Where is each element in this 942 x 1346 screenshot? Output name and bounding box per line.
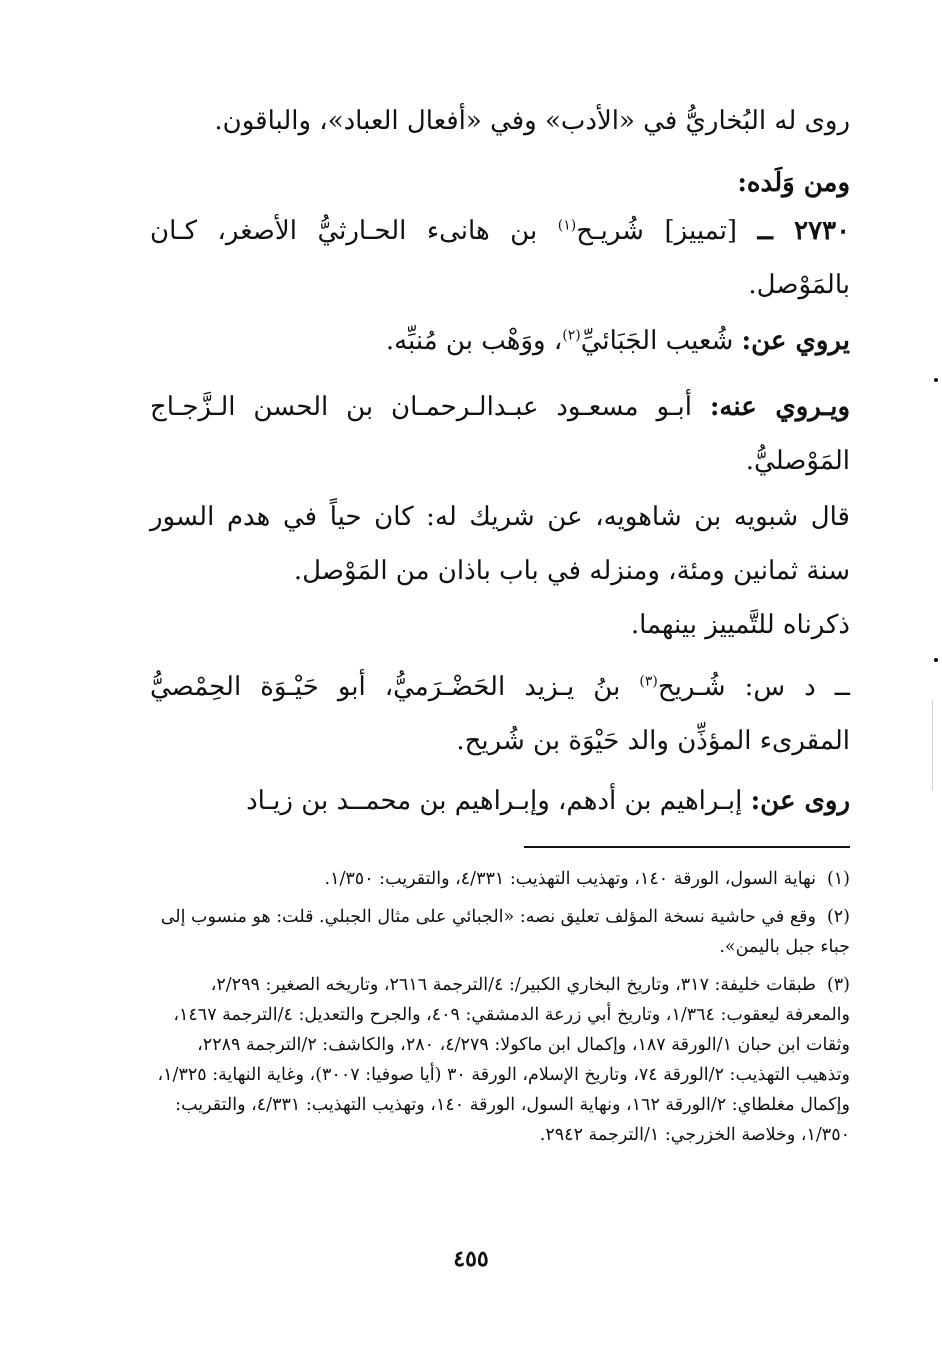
footnote-ref-1[interactable]: (١) (557, 217, 577, 234)
footnote-2 (150, 902, 850, 962)
narrated-by-label: ويـروي عنه: (709, 392, 851, 422)
narrated-from-text: إبـراهيم بن أدهم، وإبـراهيم بن محمــد بن زيـاد (246, 786, 751, 816)
footnote-text: طبقات خليفة: ٣١٧، وتاريخ البخاري الكبير/: ٤/الترجمة ٢٦١٦، وتاريخه الصغير: ٢/٢٩٩، والمعرفة ليعقوب: ١/٣٦٤، وتاريخ أبي زرعة الدمشقي: ٤٠٩، والجرح والتعديل: ٤/الترجمة ١٤٦٧، وثقات ابن حبان ١/الورقة ١٨٧، وإكمال ابن ماكولا: ٤/٢٧٩، ٢٨٠، والكاشف: ٢/الترجمة ٢٢٨٩، وتذهيب التهذيب: ٢/الورقة ٧٤، وتاريخ الإسلام، الورقة ٣٠ (أيا صوفيا: ٣٠٠٧)، وغاية النهاية: ١/٣٢٥، وإكمال مغلطاي: ٢/الورقة ١٦٢، ونهاية السول، الورقة ١٤٠، وتهذيب التهذيب: ٤/٣٣١، والتقريب: ١/٣٥٠، وخلاصة الخزرجي: ١/الترجمة ٢٩٤٢. (157, 975, 850, 1145)
page-number: ٤٥٥ (453, 1246, 489, 1272)
narrated-from-2 (150, 774, 850, 828)
entry-description: بن هانىء الحـارثيُّ الأصغر، كـان بالمَوْصل. (150, 216, 850, 300)
footnote-number: (١) (826, 869, 850, 889)
footnote-text: نهاية السول، الورقة ١٤٠، وتهذيب التهذيب: ٤/٣٣١، والتقريب: ١/٣٥٠. (324, 869, 816, 889)
narrated-by-text: أبـو مسعـود عبـدالـرحمـان بن الحسن الـزَّجـاج المَوْصليُّ. (150, 392, 850, 476)
footnote-number: (٣) (826, 975, 850, 995)
entry-2730 (150, 204, 850, 312)
footnote-text: وقع في حاشية نسخة المؤلف تعليق نصه: «الجبائي على مثال الجبلي. قلت: هو منسوب إلى جباء جبل باليمن». (160, 907, 850, 957)
scan-speck (934, 378, 938, 382)
entry-name: [تمييز] شُريـح (576, 216, 738, 246)
entry-shurayh-ibn-yazid (150, 660, 850, 768)
paragraph-shabwayh: قال شبويه بن شاهويه، عن شريك له: كان حياً في هدم السور سنة ثمانين ومئة، ومنزله في باب باذان من المَوْصل. (150, 502, 850, 586)
paragraph-narrators-intro: روى له البُخاريُّ في «الأدب» وفي «أفعال العباد»، والباقون. (214, 106, 850, 136)
entry-number: ٢٧٣٠ ــ (757, 216, 851, 246)
narrates-from-label: يروي عن: (741, 326, 850, 356)
scan-edge-line (932, 700, 933, 790)
narrated-from-label: روى عن: (750, 786, 850, 816)
footnote-ref-2[interactable]: (٢) (562, 327, 581, 344)
footnote-3 (150, 970, 850, 1150)
narrated-by (150, 380, 850, 488)
footnote-ref-3[interactable]: (٣) (639, 673, 658, 690)
paragraph-distinction: ذكرناه للتَّمييز بينهما. (630, 610, 850, 640)
entry-description: بنُ يـزيد الحَضْـرَميُّ، أبو حَيْـوَة الحِمْصيُّ المقرىء المؤذِّن والد حَيْوَة بن شُريح. (150, 672, 850, 756)
footnote-number: (٢) (826, 907, 850, 927)
narrates-from-rest: ، ووَهْب بن مُنبِّه. (385, 326, 563, 356)
footnote-1 (150, 864, 850, 894)
narrates-from (150, 314, 850, 368)
teacher-name: شُعيب الجَبَائيِّ (580, 326, 742, 356)
footnote-divider (524, 846, 850, 848)
scan-speck (934, 658, 938, 662)
heading-from-his-sons: ومن وَلَده: (737, 168, 850, 198)
entry-name: ــ د س: شُـريح (657, 672, 850, 702)
